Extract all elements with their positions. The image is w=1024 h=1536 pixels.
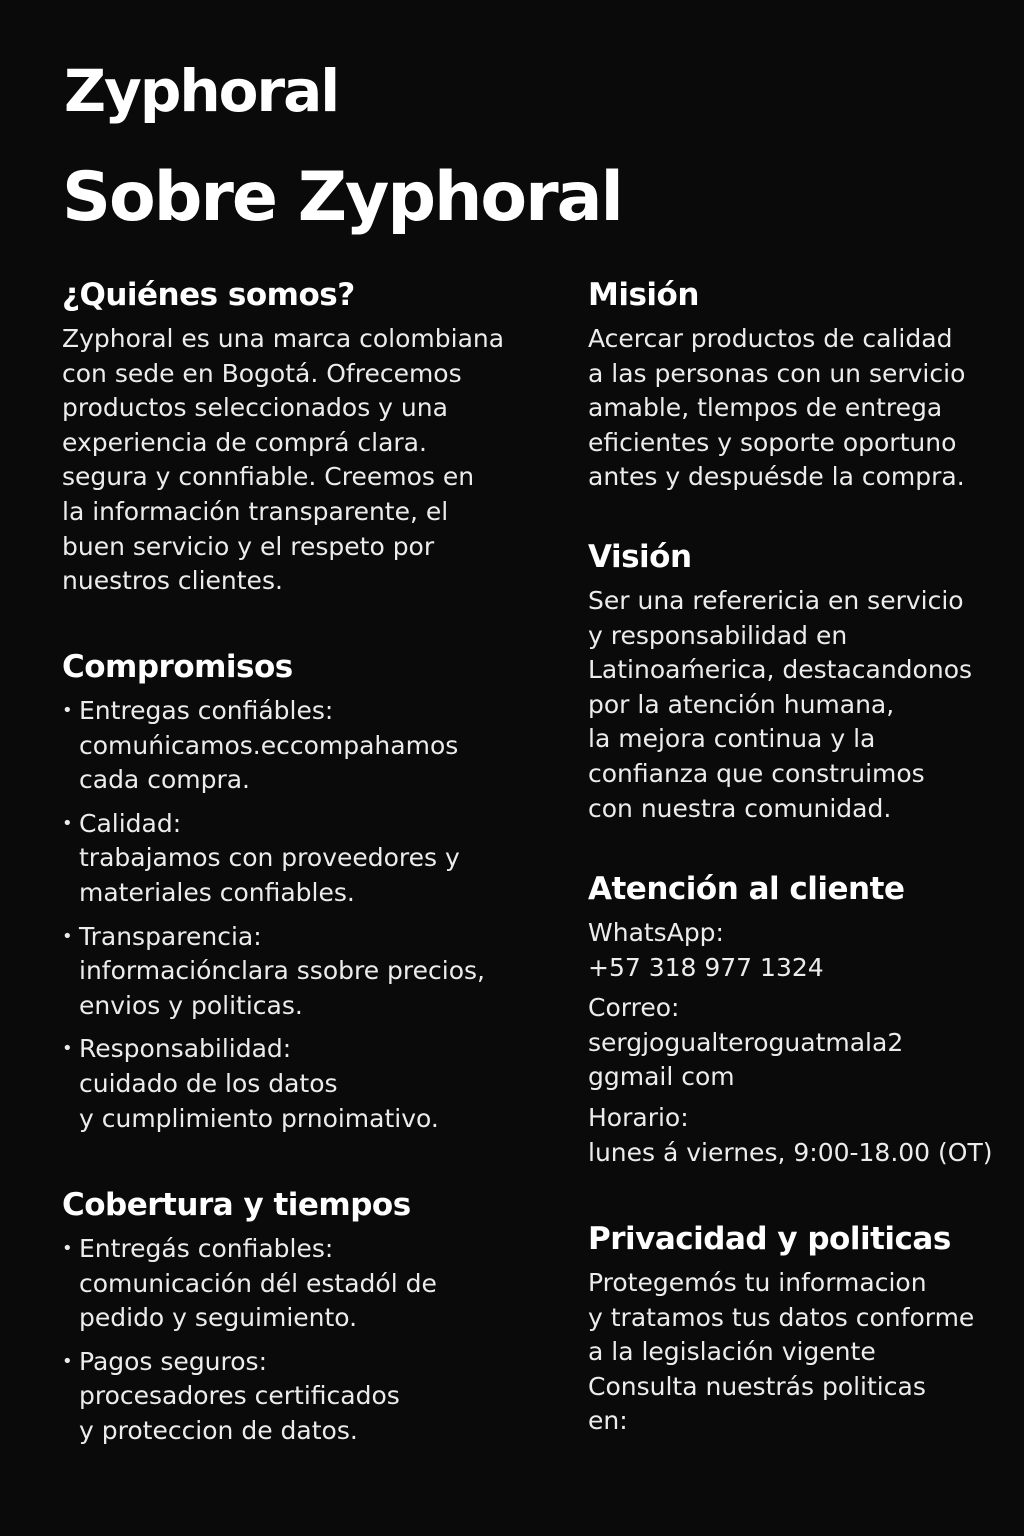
cobertura-list	[62, 1232, 532, 1449]
page-title: Sobre Zyphoral	[62, 158, 622, 237]
item-title: Calidad:	[79, 808, 182, 838]
bullet-icon: •	[62, 700, 73, 721]
item-desc: trabajamos con proveedores y materiales confiables.	[79, 843, 460, 907]
bullet-icon: •	[62, 1350, 73, 1372]
item-desc: informaciónclara ssobre precios, envios y politicas.	[79, 956, 485, 1020]
brand-logo: Zyphoral	[64, 57, 339, 125]
section-heading: Compromisos	[62, 649, 293, 685]
whatsapp-label: WhatsApp:	[588, 918, 724, 947]
item-desc: comunicación dél estadól de pedido y seguimiento.	[79, 1268, 437, 1333]
list-item	[62, 1032, 532, 1136]
list-item	[62, 920, 532, 1024]
compromisos-list	[62, 694, 532, 1136]
right-column	[588, 276, 1018, 1439]
section-heading: Misión	[588, 277, 699, 313]
email-label: Correo:	[588, 993, 680, 1023]
bullet-icon: •	[62, 925, 73, 947]
section-heading: Atención al cliente	[588, 871, 905, 907]
section-heading: Privacidad y politicas	[588, 1221, 951, 1257]
section-quienes-somos	[62, 276, 532, 648]
section-heading: Visión	[588, 539, 692, 575]
section-text: Ser una referericia en servicio y responsabilidad en Latinoaḿerica, destacandonos por la atención humana, la mejora continua y la confianza que construimos con nuestra comunidad.	[588, 586, 973, 823]
section-text: Acercar productos de calidad a las personas con un servicio amable, tlempos de entrega eficientes y soporte oportuno antes y despuésde la compra.	[588, 324, 966, 492]
section-vision	[588, 538, 1018, 870]
email-contact	[588, 991, 1018, 1095]
section-text: Protegemós tu informacion y tratamos tus datos conforme a la legislación vigente Consulta nuestrás politicas en:	[588, 1268, 975, 1436]
item-desc: comuńicamos.eccompahamos cada compra.	[79, 730, 459, 795]
bullet-icon: •	[62, 812, 73, 834]
schedule-label: Horario:	[588, 1102, 689, 1132]
section-privacidad	[588, 1220, 1018, 1439]
bullet-icon: •	[62, 1238, 73, 1259]
bullet-icon: •	[62, 1038, 73, 1060]
item-title: Pagos seguros:	[79, 1346, 268, 1376]
section-heading: ¿Quiénes somos?	[62, 277, 355, 313]
item-desc: cuidado de los datos y cumplimiento prnoimativo.	[79, 1068, 439, 1133]
item-desc: procesadores certificados y proteccion de datos.	[79, 1381, 400, 1445]
section-cobertura	[62, 1186, 532, 1449]
section-atencion	[588, 870, 1018, 1220]
item-title: Entregas confiábles:	[79, 696, 334, 725]
whatsapp-contact	[588, 916, 1018, 985]
list-item	[62, 1232, 532, 1336]
list-item	[62, 694, 532, 798]
list-item	[62, 807, 532, 911]
schedule-value: lunes á viernes, 9:00-18.00 (OT)	[588, 1137, 993, 1167]
schedule	[588, 1101, 1018, 1170]
left-column	[62, 276, 532, 1458]
item-title: Transparencia:	[79, 921, 262, 951]
item-title: Responsabilidad:	[79, 1034, 292, 1064]
section-text: Zyphoral es una marca colombiana con sede en Bogotá. Ofrecemos productos seleccionados y una experiencia de comprá clara. segura y connfiable. Creemos en la información transparente, el buen servicio y el respeto por nuestros clientes.	[62, 324, 505, 596]
section-heading: Cobertura y tiempos	[62, 1187, 411, 1223]
item-title: Entregás confiables:	[79, 1234, 334, 1263]
list-item	[62, 1345, 532, 1449]
email-address[interactable]: sergjogualteroguatmala2 ggmail com	[588, 1027, 904, 1092]
section-compromisos	[62, 648, 532, 1186]
section-mision	[588, 276, 1018, 538]
whatsapp-number[interactable]: +57 318 977 1324	[588, 952, 824, 982]
